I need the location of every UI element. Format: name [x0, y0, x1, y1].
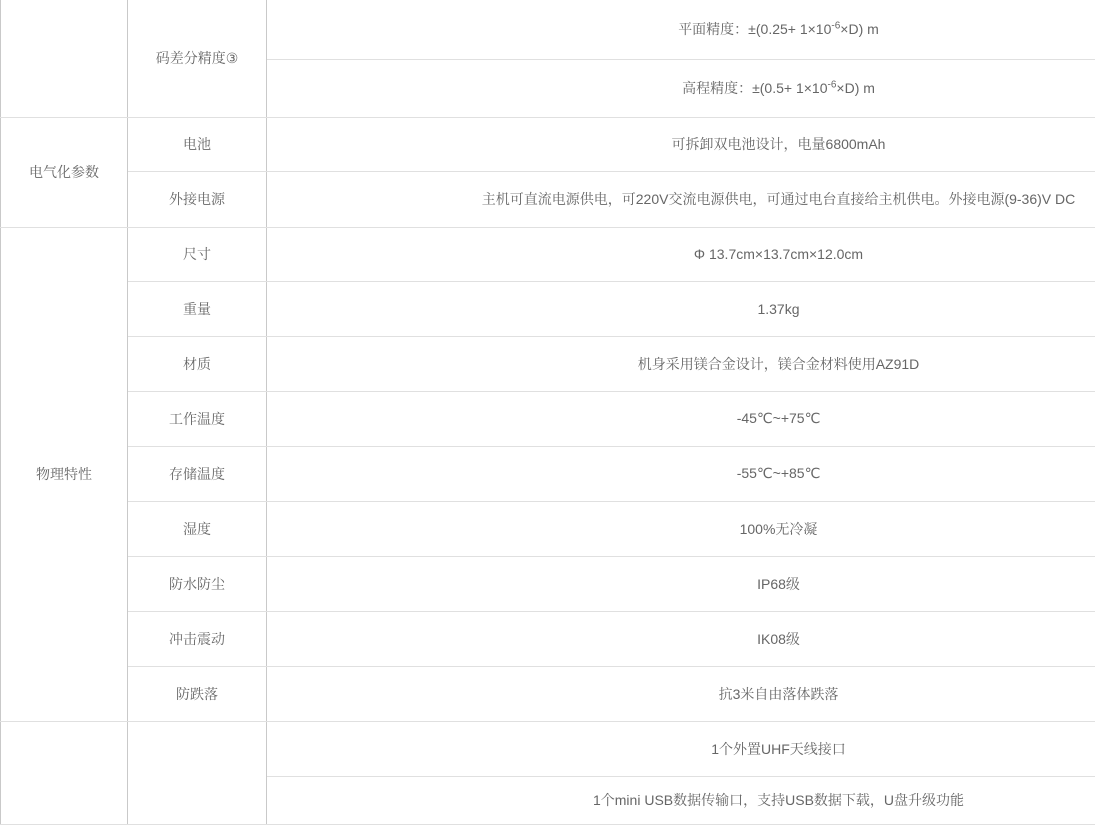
value-cell-plane-accuracy: [267, 0, 1095, 59]
table-row: [1, 446, 1095, 501]
param-cell-op-temp: 工作温度: [128, 391, 267, 446]
value-cell-mini-usb: 1个mini USB数据传输口，支持USB数据下载，U盘升级功能: [267, 776, 1095, 824]
value-cell-ext-power: 主机可直流电源供电，可220V交流电源供电，可通过电台直接给主机供电。外接电源(9-36)V DC: [267, 171, 1095, 227]
value-text: ×D) m: [836, 80, 875, 96]
value-cell-humidity: 100%无冷凝: [267, 501, 1095, 556]
category-cell-physical: 物理特性: [1, 227, 128, 721]
value-text: 平面精度：±(0.25+ 1×10: [678, 21, 832, 38]
table-row: [1, 666, 1095, 721]
param-cell-humidity: 湿度: [128, 501, 267, 556]
value-cell-material: 机身采用镁合金设计，镁合金材料使用AZ91D: [267, 336, 1095, 391]
value-text: 高程精度：±(0.5+ 1×10: [682, 80, 828, 96]
category-cell-empty-top: [1, 0, 128, 117]
value-cell-storage-temp: -55℃~+85℃: [267, 446, 1095, 501]
table-row: [1, 0, 1095, 59]
superscript-exponent: -6: [827, 79, 837, 91]
table-row: [1, 556, 1095, 611]
param-cell-battery: 电池: [128, 117, 267, 171]
table-row: [1, 227, 1095, 281]
superscript-exponent: -6: [831, 20, 841, 32]
value-cell-shock: IK08级: [267, 611, 1095, 666]
table-row: [1, 391, 1095, 446]
param-cell-drop: 防跌落: [128, 666, 267, 721]
value-cell-dimensions: Φ 13.7cm×13.7cm×12.0cm: [267, 227, 1095, 281]
value-cell-weight: 1.37kg: [267, 281, 1095, 336]
table-row: [1, 501, 1095, 556]
table-row: [1, 171, 1095, 227]
param-cell-storage-temp: 存储温度: [128, 446, 267, 501]
value-cell-height-accuracy: [267, 59, 1095, 117]
table-row: [1, 611, 1095, 666]
param-cell-waterproof: 防水防尘: [128, 556, 267, 611]
table-row: [1, 336, 1095, 391]
param-cell-dimensions: 尺寸: [128, 227, 267, 281]
value-cell-drop: 抗3米自由落体跌落: [267, 666, 1095, 721]
param-cell-empty-bottom: [128, 721, 267, 824]
value-cell-uhf-antenna: 1个外置UHF天线接口: [267, 721, 1095, 776]
param-cell-code-diff: 码差分精度③: [128, 0, 267, 117]
table-row: [1, 117, 1095, 171]
value-cell-waterproof: IP68级: [267, 556, 1095, 611]
value-cell-op-temp: -45℃~+75℃: [267, 391, 1095, 446]
table-row: [1, 721, 1095, 776]
value-cell-battery: 可拆卸双电池设计，电量6800mAh: [267, 117, 1095, 171]
param-cell-weight: 重量: [128, 281, 267, 336]
param-cell-material: 材质: [128, 336, 267, 391]
param-cell-ext-power: 外接电源: [128, 171, 267, 227]
value-text: ×D) m: [840, 21, 879, 38]
category-cell-electrical: 电气化参数: [1, 117, 128, 227]
param-cell-shock: 冲击震动: [128, 611, 267, 666]
table-row: [1, 281, 1095, 336]
category-cell-empty-bottom: [1, 721, 128, 824]
